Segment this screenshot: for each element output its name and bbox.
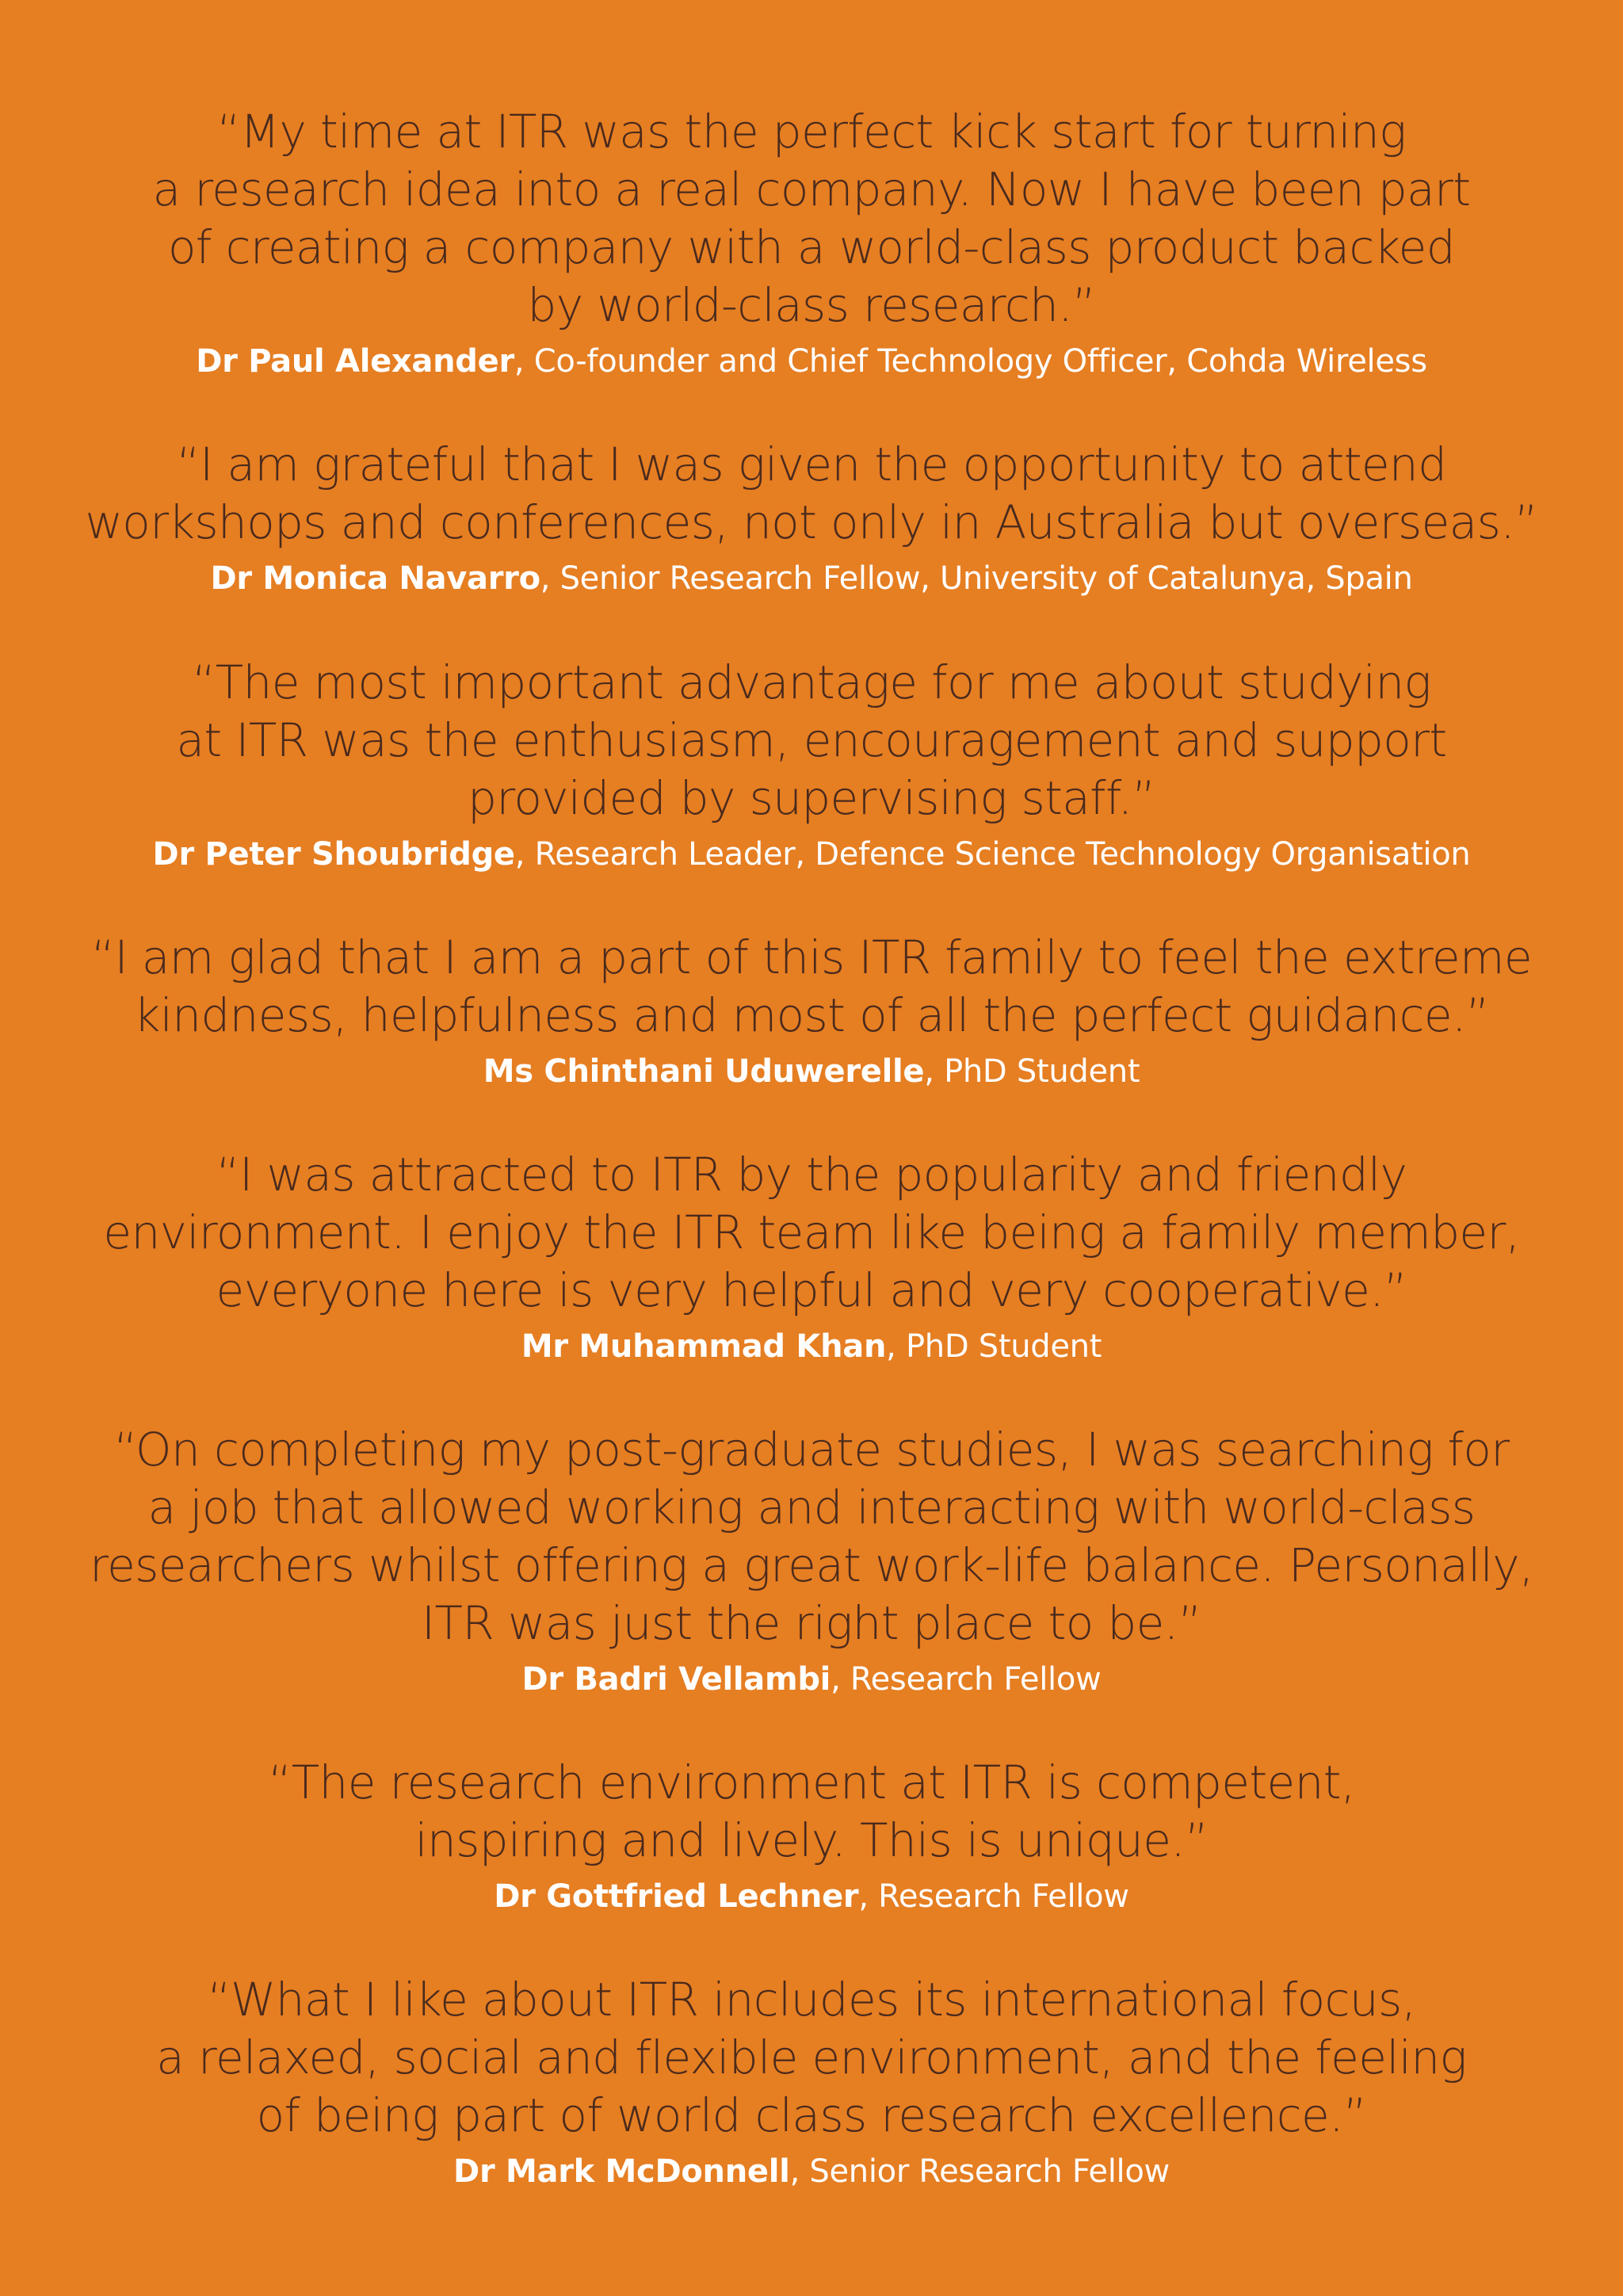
attribution-name: Dr Peter Shoubridge [152, 836, 515, 873]
quote-line: of being part of world class research excellence.” [256, 2088, 1367, 2142]
attribution-name: Ms Chinthani Uduwerelle [483, 1053, 925, 1090]
testimonial-attribution [0, 1052, 1623, 1091]
attribution-name: Mr Muhammad Khan [521, 1328, 887, 1365]
quote-line: by world-class research.” [527, 278, 1096, 332]
quote-line: workshops and conferences, not only in Australia but overseas.” [85, 495, 1538, 549]
testimonial-peter-shoubridge [0, 654, 1623, 873]
quote-line: “On completing my post-graduate studies, I was searching for [113, 1423, 1510, 1477]
testimonial-muhammad-khan [0, 1146, 1623, 1366]
testimonial-quote [0, 436, 1623, 552]
testimonial-chinthani-uduwerelle [0, 929, 1623, 1091]
quote-line: ITR was just the right place to be.” [421, 1596, 1202, 1650]
quote-line: environment. I enjoy the ITR team like being a family member, [103, 1205, 1520, 1259]
attribution-name: Dr Mark McDonnell [453, 2153, 790, 2190]
attribution-role: , Senior Research Fellow [789, 2153, 1170, 2190]
quote-line: a job that allowed working and interacting with world-class [147, 1480, 1476, 1534]
testimonial-quote [0, 103, 1623, 334]
attribution-role: , Co-founder and Chief Technology Officer, Cohda Wireless [514, 343, 1427, 380]
testimonial-quote [0, 1754, 1623, 1870]
quote-line: kindness, helpfulness and most of all the perfect guidance.” [133, 988, 1490, 1042]
testimonial-attribution [0, 1878, 1623, 1916]
attribution-name: Dr Paul Alexander [196, 343, 514, 380]
attribution-role: , Research Fellow [831, 1661, 1102, 1698]
quote-line: “I am glad that I am a part of this ITR family to feel the extreme [91, 930, 1532, 984]
testimonial-quote [0, 1146, 1623, 1320]
testimonial-monica-navarro [0, 436, 1623, 598]
quote-line: at ITR was the enthusiasm, encouragement and support [176, 713, 1447, 767]
testimonial-mark-mcdonnell [0, 1971, 1623, 2191]
testimonial-quote [0, 1971, 1623, 2145]
quote-line: “What I like about ITR includes its international focus, [207, 1973, 1416, 2027]
testimonial-badri-vellambi [0, 1421, 1623, 1698]
quote-line: provided by supervising staff.” [468, 771, 1155, 825]
quote-line: “The research environment at ITR is competent, [268, 1755, 1355, 1809]
attribution-name: Dr Badri Vellambi [521, 1661, 831, 1698]
testimonial-quote [0, 929, 1623, 1045]
attribution-role: , Research Leader, Defence Science Technology Organisation [514, 836, 1471, 873]
quote-line: “I was attracted to ITR by the popularity and friendly [216, 1148, 1407, 1201]
quote-line: a research idea into a real company. Now I have been part [152, 162, 1471, 216]
testimonial-attribution [0, 1660, 1623, 1698]
quote-line: everyone here is very helpful and very cooperative.” [216, 1263, 1407, 1317]
attribution-name: Dr Monica Navarro [210, 560, 540, 597]
quote-line: “My time at ITR was the perfect kick start for turning [216, 105, 1407, 159]
testimonial-attribution [0, 560, 1623, 598]
attribution-role: , Senior Research Fellow, University of Catalunya, Spain [540, 560, 1413, 597]
testimonial-attribution [0, 1328, 1623, 1366]
testimonial-attribution [0, 342, 1623, 380]
testimonial-attribution [0, 2153, 1623, 2191]
testimonial-quote [0, 1421, 1623, 1652]
attribution-role: , Research Fellow [858, 1878, 1129, 1915]
testimonial-attribution [0, 835, 1623, 873]
attribution-role: , PhD Student [924, 1053, 1140, 1090]
testimonial-quote [0, 654, 1623, 827]
quote-line: “The most important advantage for me about studying [192, 655, 1431, 709]
attribution-role: , PhD Student [886, 1328, 1102, 1365]
quote-line: “I am grateful that I was given the opportunity to attend [176, 437, 1447, 491]
attribution-name: Dr Gottfried Lechner [494, 1878, 859, 1915]
quote-line: inspiring and lively. This is unique.” [414, 1813, 1209, 1867]
testimonial-gottfried-lechner [0, 1754, 1623, 1916]
quote-line: researchers whilst offering a great work-life balance. Personally, [90, 1538, 1533, 1592]
quote-line: a relaxed, social and flexible environment, and the feeling [156, 2030, 1467, 2084]
quote-line: of creating a company with a world-class product backed [168, 220, 1455, 274]
testimonial-paul-alexander [0, 103, 1623, 380]
